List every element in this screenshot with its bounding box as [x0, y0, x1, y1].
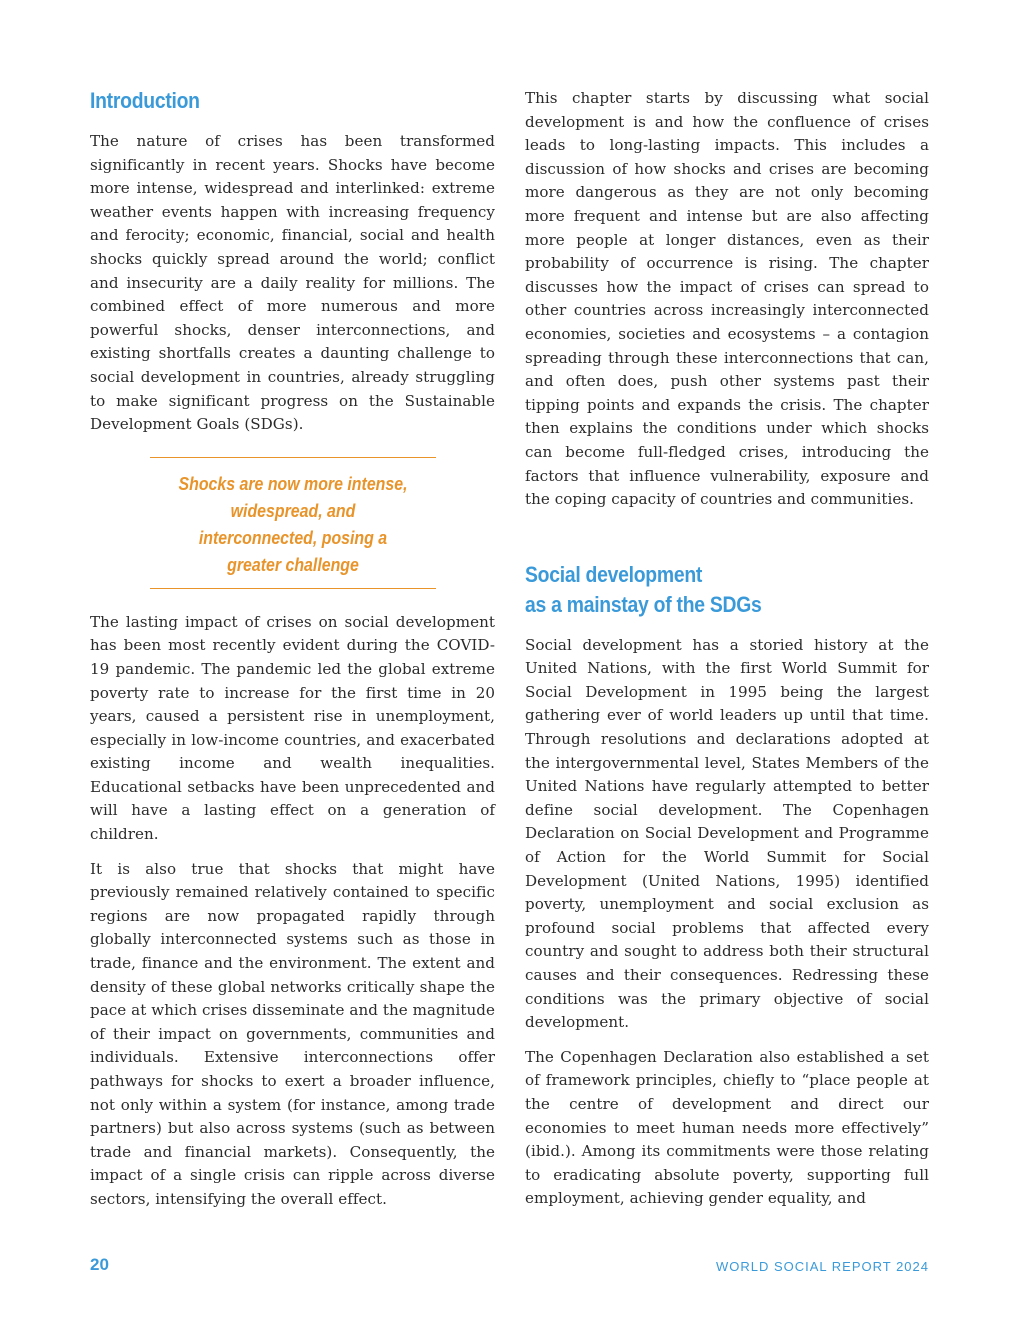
body-paragraph: Social development has a storied history at the United Nations, with the first World Summit for Social Development in 1995 being the largest gathering ever of world leaders up until that time. Through resolutions and declarations adopted at the intergovernmental level, States Members of the United Nations have regularly attempted to better define social development. The Copenhagen Declaration on Social Development and Programme of Action for the World Summit for Social Development (United Nations, 1995) identified poverty, unemployment and social exclusion as profound social problems that affected every country and sought to address both their structural causes and their consequences. Redressing these conditions was the primary objective of social development. — [525, 635, 929, 1032]
left-column — [90, 86, 495, 1223]
section-heading-social-development — [525, 560, 881, 620]
pull-quote — [150, 457, 436, 589]
body-paragraph: This chapter starts by discussing what social development is and how the confluence of crises leads to long-lasting impacts. This includes a discussion of how shocks and crises are becoming more dangerous as they are not only becoming more frequent and intense but are also affecting more people at longer distances, even as their probability of occurrence is rising. The chapter discusses how the impact of crises can spread to other countries across increasingly interconnected economies, societies and ecosystems – a contagion spreading through these interconnections that can, and often does, push other systems past their tipping points and expands the crisis. The chapter then explains the conditions under which shocks can become full-fledged crises, introducing the factors that influence vulnerability, exposure and the coping capacity of countries and communities. — [525, 89, 929, 509]
section-heading-line-1: Social development — [525, 561, 703, 587]
body-paragraph: The lasting impact of crises on social development has been most recently evident during the COVID-19 pandemic. The pandemic led the global extreme poverty rate to increase for the first time in 20 years, caused a persistent rise in unemployment, especially in low-income countries, and exacerbated existing income and wealth inequalities. Educational setbacks have been unprecedented and will have a lasting effect on a generation of children. — [90, 612, 495, 844]
body-paragraph: It is also true that shocks that might have previously remained relatively contained to specific regions are now propagated rapidly through globally interconnected systems such as those in trade, finance and the environment. The extent and density of these global networks critically shape the pace at which crises disseminate and the magnitude of their impact on governments, communities and individuals. Extensive interconnections offer pathways for shocks to exert a broader influence, not only within a system (for instance, among trade partners) but also across systems (such as between trade and financial markets). Consequently, the impact of a single crisis can ripple across diverse sectors, intensifying the overall effect. — [90, 859, 495, 1208]
body-paragraph: The nature of crises has been transformed significantly in recent years. Shocks have become more intense, widespread and interlinked: extreme weather events happen with increasing frequency and ferocity; economic, financial, social and health shocks quickly spread around the world; conflict and insecurity are a daily reality for millions. The combined effect of more numerous and more powerful shocks, denser interconnections, and existing shortfalls creates a daunting challenge to social development in countries, already struggling to make significant progress on the Sustainable Development Goals (SDGs). — [90, 132, 495, 434]
page-number: 20 — [90, 1255, 109, 1274]
pull-quote-text: Shocks are now more intense, widespread, and interconnected, posing a greater challenge — [178, 472, 408, 575]
right-column — [525, 87, 929, 1222]
section-heading-introduction: Introduction — [90, 88, 200, 113]
body-paragraph: The Copenhagen Declaration also established a set of framework principles, chiefly to “place people at the centre of development and direct our economies to meet human needs more effectively” (ibid.). Among its commitments were those relating to eradicating absolute poverty, supporting full employment, achieving gender equality, and — [525, 1047, 929, 1208]
running-footer-title: WORLD SOCIAL REPORT 2024 — [715, 1259, 929, 1274]
section-heading-line-2: as a mainstay of the SDGs — [525, 591, 762, 617]
